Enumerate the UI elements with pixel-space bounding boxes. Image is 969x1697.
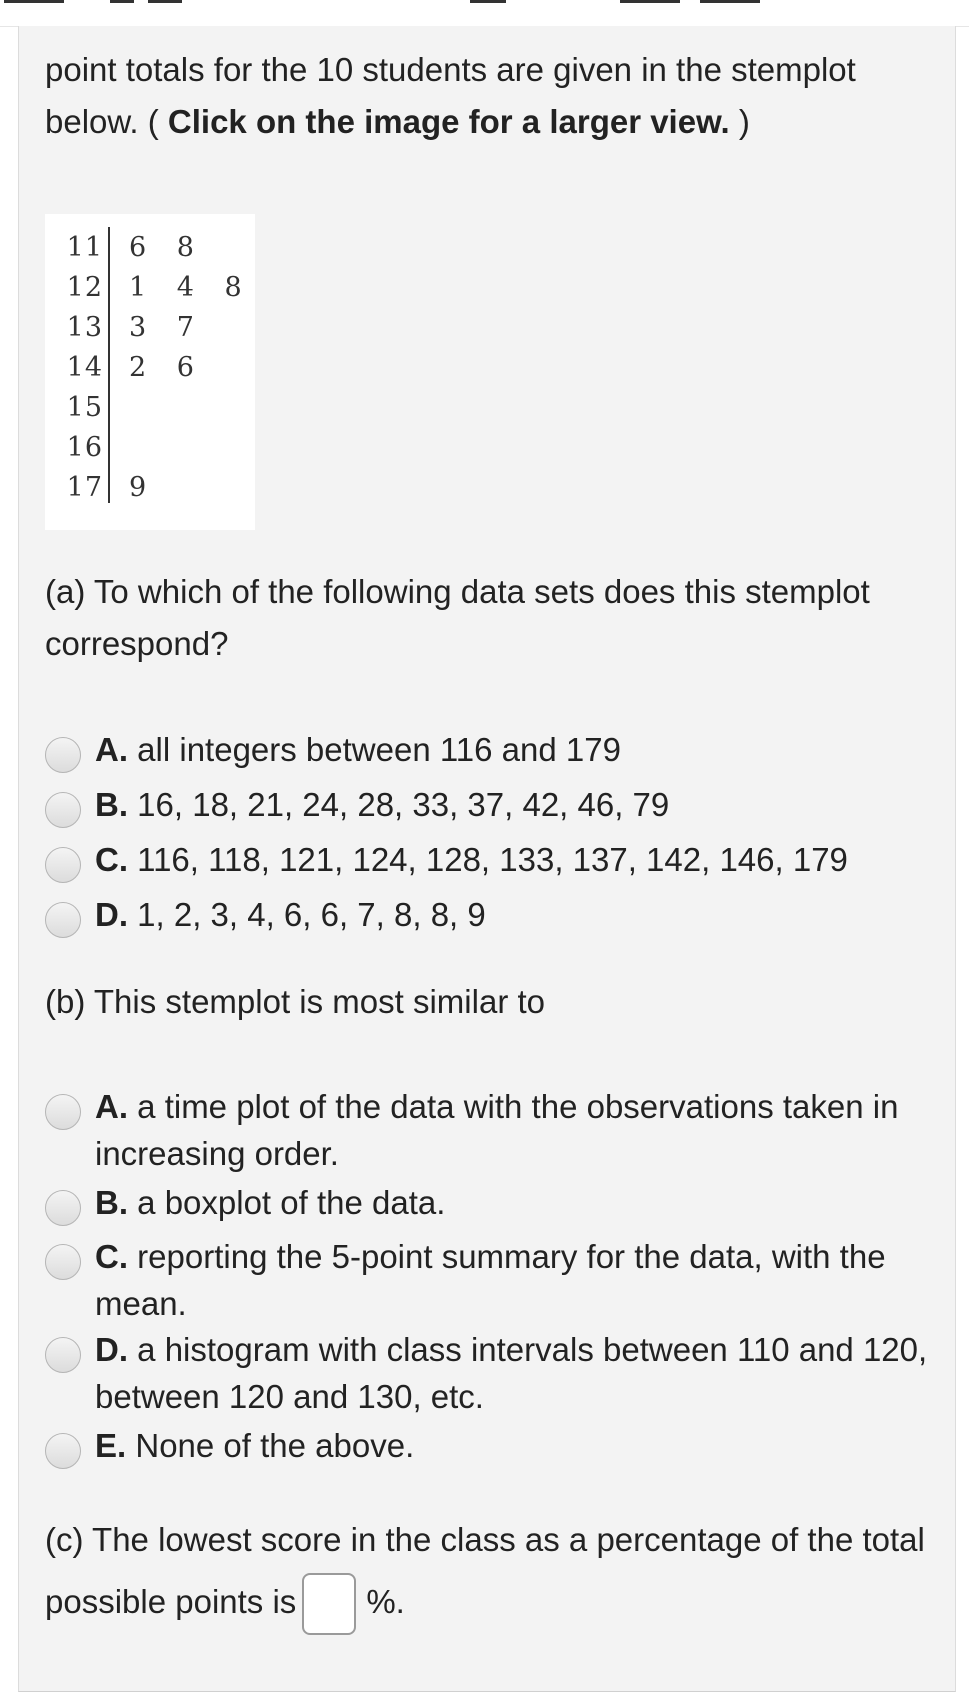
option-text: all integers between 116 and 179 [137,731,621,768]
option-text: a boxplot of the data. [137,1184,446,1221]
part-b-option-a[interactable] [45,1083,945,1179]
question-card [18,26,956,1692]
stemplot-stem: 13 [66,312,103,343]
option-label [95,1326,935,1420]
option-label [95,781,935,828]
radio-button[interactable] [45,737,81,773]
option-letter: D. [95,1331,128,1368]
option-letter: A. [95,731,128,768]
part-b-option-e[interactable] [45,1422,945,1472]
option-letter: B. [95,786,128,823]
option-text: None of the above. [135,1427,415,1464]
stemplot-row [45,352,255,392]
status-bar-icon-fragment [110,0,134,3]
stemplot-row [45,392,255,432]
part-b-option-b[interactable] [45,1179,945,1229]
stemplot-row [45,232,255,272]
part-a-option-b[interactable] [45,781,945,831]
option-text: 16, 18, 21, 24, 28, 33, 37, 42, 46, 79 [137,786,670,823]
part-a-option-d[interactable] [45,891,945,941]
radio-button[interactable] [45,792,81,828]
option-letter: C. [95,1238,128,1275]
status-bar-icon-fragment [148,0,182,3]
option-label [95,1179,935,1226]
option-text: a time plot of the data with the observations taken in increasing order. [95,1088,899,1172]
option-label [95,891,935,938]
stemplot-stem: 15 [66,392,103,423]
radio-button[interactable] [45,1190,81,1226]
part-b-option-d[interactable] [45,1326,945,1422]
option-letter: E. [95,1427,127,1464]
radio-button[interactable] [45,847,81,883]
status-bar [0,0,969,27]
part-a-question: (a) To which of the following data sets does this stemplot correspond? [45,573,870,662]
enlarge-image-link[interactable]: Click on the image for a larger view. [167,103,730,140]
stemplot-leaves: 2 6 [129,352,205,383]
status-bar-battery-fragment [700,0,760,3]
option-text: 1, 2, 3, 4, 6, 6, 7, 8, 8, 9 [137,896,486,933]
option-letter: D. [95,896,128,933]
radio-button[interactable] [45,902,81,938]
radio-button[interactable] [45,1094,81,1130]
status-bar-icon-fragment [470,0,506,3]
stemplot-leaves: 1 4 8 [129,272,253,303]
option-label [95,1422,935,1469]
stemplot-leaves: 9 [129,472,158,503]
stemplot-stem: 11 [66,232,103,263]
part-a-option-c[interactable] [45,836,945,886]
part-c-prefix: (c) The lowest score in the class as a percentage of the total possible points is [45,1521,925,1620]
stemplot-stem: 17 [66,472,103,503]
option-text: a histogram with class intervals between 110 and 120, between 120 and 130, etc. [95,1331,928,1415]
stemplot-stem: 16 [66,432,103,463]
option-letter: A. [95,1088,128,1125]
option-letter: B. [95,1184,128,1221]
radio-button[interactable] [45,1337,81,1373]
stemplot-image[interactable] [45,214,255,530]
status-bar-clock-fragment [4,0,64,3]
part-a-option-a[interactable] [45,726,945,776]
status-bar-signal-fragment [620,0,680,3]
part-c-question [45,1509,945,1635]
part-b-option-c[interactable] [45,1233,945,1329]
stemplot-stem: 14 [66,352,103,383]
radio-button[interactable] [45,1433,81,1469]
part-c-suffix: %. [366,1583,405,1620]
intro-text: point totals for the 10 students are given in the stemplot below. ( [45,51,856,140]
option-text: reporting the 5-point summary for the data, with the mean. [95,1238,886,1322]
stemplot-row [45,472,255,512]
stemplot-stem: 12 [66,272,103,303]
radio-button[interactable] [45,1244,81,1280]
option-text: 116, 118, 121, 124, 128, 133, 137, 142, 146, 179 [137,841,848,878]
option-label [95,836,935,883]
intro-tail: ) [738,103,750,140]
stemplot-row [45,312,255,352]
stemplot-leaves: 6 8 [129,232,205,263]
question-intro [45,44,945,148]
percentage-answer-input[interactable] [302,1573,356,1635]
stemplot-row [45,272,255,312]
part-b-question: (b) This stemplot is most similar to [45,983,545,1020]
stemplot-leaves: 3 7 [129,312,205,343]
option-label [95,726,935,773]
option-letter: C. [95,841,128,878]
option-label [95,1083,935,1177]
stemplot-row [45,432,255,472]
option-label [95,1233,935,1327]
